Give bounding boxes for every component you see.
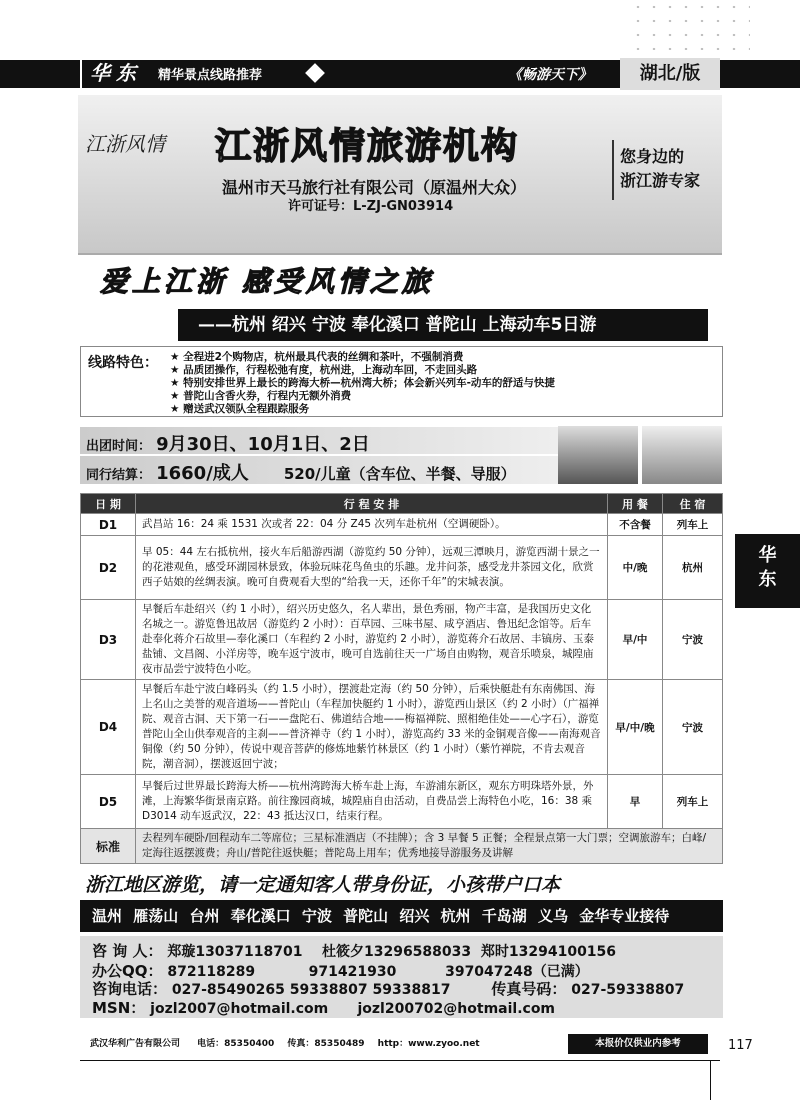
stay-cell: 列车上: [663, 775, 723, 829]
footer-web: http：www.zyoo.net: [377, 1039, 480, 1049]
msn-value: jozl2007@hotmail.com jozl200702@hotmail.com: [150, 1001, 556, 1017]
features-list: [170, 351, 555, 416]
header-subtitle: 精华景点线路推荐: [158, 68, 263, 83]
standard-row: [81, 829, 723, 864]
footer-company: 武汉华利广告有限公司: [90, 1039, 181, 1049]
meal-cell: 早/中: [608, 600, 663, 680]
divider: [710, 1060, 711, 1100]
meal-cell: 不含餐: [608, 514, 663, 536]
day-cell: D1: [81, 514, 136, 536]
feature-item: ★ 品质团操作，行程松弛有度，杭州进，上海动车回，不走回头路: [170, 364, 555, 377]
agency-logo: 江浙风情: [85, 132, 165, 156]
route-title: ——杭州 绍兴 宁波 奉化溪口 普陀山 上海动车5日游: [178, 309, 708, 341]
qq-label: 办公QQ：: [92, 962, 163, 980]
footer-note: 本报价仅供业内参考: [568, 1034, 708, 1054]
table-row: [81, 600, 723, 680]
side-tab-line2: 东: [758, 569, 777, 590]
slogan: [620, 145, 725, 193]
stay-cell: 宁波: [663, 680, 723, 775]
phone-row: [92, 978, 684, 999]
persons-value: 郑璇13037118701 杜筱夕13296588033 郑时13294100156: [167, 944, 617, 960]
page-number: 117: [728, 1038, 753, 1053]
slogan-line1: 您身边的: [620, 147, 685, 166]
price-row: [80, 456, 558, 484]
phone-value: 027-85490265 59338807 59338817: [171, 982, 451, 998]
standard-text: 去程列车硬卧/回程动车二等席位；三星标准酒店（不挂牌）；含 3 早餐 5 正餐；全程景点第一大门票；空调旅游车；白峰/定海往返摆渡费；舟山/普陀往返快艇；普陀岛上用车；优秀地接导游服务及讲解: [136, 829, 723, 864]
fax-label: 传真号码：: [491, 980, 567, 998]
col-day: 日 期: [81, 494, 136, 514]
feature-item: ★ 全程进2个购物店，杭州最具代表的丝绸和茶叶，不强制消费: [170, 351, 555, 364]
msn-label: MSN：: [92, 999, 146, 1017]
slogan-line2: 浙江游专家: [620, 171, 701, 190]
temple-photo: [558, 426, 638, 484]
persons-label: 咨 询 人：: [92, 942, 163, 960]
phone-label: 咨询电话：: [92, 980, 168, 998]
fax-value: 027-59338807: [571, 982, 685, 998]
itinerary-cell: 早 05：44 左右抵杭州，接火车后船游西湖（游览约 50 分钟），远观三潭映月，游览西湖十景之一的花港观鱼，感受环湖园林景致，体验玩味花鸟鱼虫的乐趣。龙井问茶，感受龙井茶园文化，欣赏西子姑娘的丝绸表演。晚可自费观看大型的“给我一天，还你千年”的宋城表演。: [136, 536, 608, 600]
table-row: [81, 775, 723, 829]
table-row: [81, 680, 723, 775]
itinerary-cell: 早餐后过世界最长跨海大桥——杭州湾跨海大桥车赴上海，车游浦东新区，观东方明珠塔外景，外滩，上海繁华街景南京路。前往豫园商城，城隍庙自由活动，自费品尝上海特色小吃，16：38 乘 D3014 动车返武汉，22：43 抵达汉口，结束行程。: [136, 775, 608, 829]
adult-price: 1660/成人: [156, 463, 249, 484]
meal-cell: 早/中/晚: [608, 680, 663, 775]
itinerary-cell: 早餐后车赴宁波白峰码头（约 1.5 小时），摆渡赴定海（约 50 分钟），后乘快艇赴有东南佛国、海上名山之美誉的观音道场——普陀山（车程加快艇约 1 小时），游览西山景区（约 2 小时）（广福禅院、观音古洞、天下第一石——盘陀石、佛道结合地——梅福禅院、照相绝佳处——心字石），游览普陀山全山供奉观音的主刹——普济禅寺（约 1 小时），游览高约 33 米的金铜观音像——南海观音铜像（约 50 分钟），传说中观音菩萨的修炼地紫竹林景区（约 1 小时）（紫竹禅院，不肯去观音院，潮音洞），摆渡返回宁波；: [136, 680, 608, 775]
price-label: 同行结算：: [86, 468, 152, 483]
meal-cell: 早: [608, 775, 663, 829]
itinerary-cell: 早餐后车赴绍兴（约 1 小时），绍兴历史悠久，名人辈出，景色秀丽，物产丰富，是我国历史文化名城之一。游览鲁迅故居（游览约 2 小时）：百草园、三味书屋、咸亨酒店、鲁迅纪念馆等。后车赴奉化蒋介石故里—奉化溪口（车程约 2 小时，游览约 2 小时），游览蒋介石故居、丰镐房、玉泰盐铺、文昌阁、小洋房等，晚车返宁波市，晚可自选前往天一广场自由购物，观音乐喷泉，城隍庙夜市品尝宁波特色小吃。: [136, 600, 608, 680]
organization-name: 江浙风情旅游机构: [215, 126, 520, 167]
stay-cell: 杭州: [663, 536, 723, 600]
region-title: 华东: [80, 58, 150, 88]
decorative-dots: [630, 0, 750, 50]
col-itinerary: 行 程 安 排: [136, 494, 608, 514]
contact-persons-row: [92, 940, 616, 961]
day-cell: D5: [81, 775, 136, 829]
divider: [80, 1060, 720, 1061]
day-cell: D2: [81, 536, 136, 600]
company-name: 温州市天马旅行社有限公司（原温州大众）: [222, 178, 527, 197]
departure-dates: 9月30日、10月1日、2日: [156, 434, 370, 455]
itinerary-table: [80, 493, 723, 864]
table-row: [81, 536, 723, 600]
feature-item: ★ 特别安排世界上最长的跨海大桥—杭州湾大桥；体会新兴列车-动车的舒适与快捷: [170, 377, 555, 390]
day-cell: D3: [81, 600, 136, 680]
msn-row: [92, 997, 555, 1018]
meal-cell: 中/晚: [608, 536, 663, 600]
footer-fax: 传真：85350489: [287, 1039, 365, 1049]
feature-item: ★ 赠送武汉领队全程跟踪服务: [170, 403, 555, 416]
bridge-photo: [642, 426, 722, 484]
edition-label: 湖北/版: [620, 58, 720, 90]
stay-cell: 列车上: [663, 514, 723, 536]
side-tab-line1: 华: [758, 545, 777, 566]
day-cell: D4: [81, 680, 136, 775]
region-side-tab: [735, 534, 800, 608]
tagline: 爱上江浙 感受风情之旅: [100, 265, 434, 298]
child-price: 520/儿童（含车位、半餐、导服）: [283, 465, 516, 483]
feature-item: ★ 普陀山含香火券，行程内无额外消费: [170, 390, 555, 403]
col-meal: 用 餐: [608, 494, 663, 514]
standard-label: 标准: [81, 829, 136, 864]
footer-phone: 电话：85350400: [197, 1039, 275, 1049]
departure-label: 出团时间：: [86, 439, 152, 454]
license-number: 许可证号：L-ZJ-GN03914: [288, 199, 454, 214]
divider: [612, 140, 614, 200]
itinerary-cell: 武昌站 16：24 乘 1531 次或者 22：04 分 Z45 次列车赴杭州（空调硬卧）。: [136, 514, 608, 536]
magazine-name: 《畅游天下》: [508, 67, 592, 83]
stay-cell: 宁波: [663, 600, 723, 680]
features-label: 线路特色：: [88, 355, 158, 371]
col-stay: 住 宿: [663, 494, 723, 514]
qq-value: 872118289 971421930 397047248（已满）: [167, 964, 589, 980]
departure-row: [80, 427, 558, 454]
table-header: [81, 494, 723, 514]
destinations-bar: 温州 雁荡山 台州 奉化溪口 宁波 普陀山 绍兴 杭州 千岛湖 义乌 金华专业接待: [80, 900, 723, 932]
table-row: [81, 514, 723, 536]
id-warning: 浙江地区游览，请一定通知客人带身份证，小孩带户口本: [85, 874, 561, 896]
